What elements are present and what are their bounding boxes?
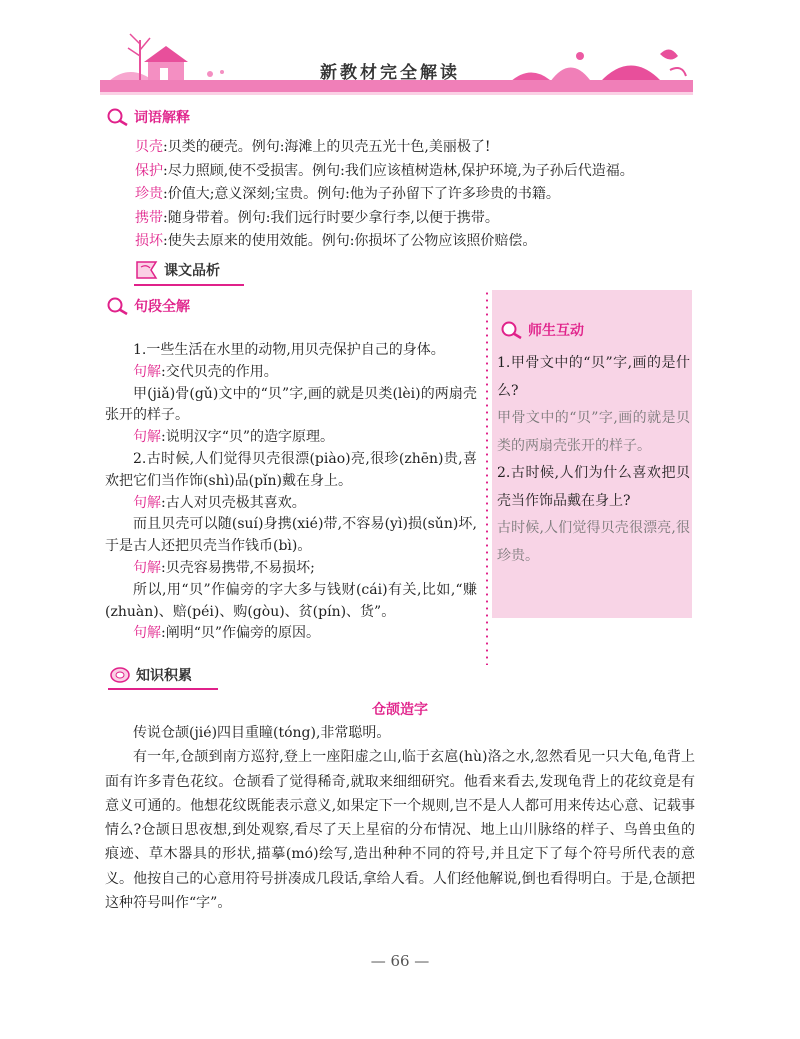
jie-text: :古人对贝壳极其喜欢。: [161, 494, 306, 511]
answer: 古时候,人们觉得贝壳很漂亮,很珍贵。: [497, 520, 690, 564]
term-def: :使失去原来的使用效能。例句:你损坏了公物应该照价赔偿。: [163, 233, 537, 249]
juduan-heading: [106, 296, 190, 316]
term-row: [135, 136, 695, 160]
juduan-heading-text: 句段全解: [134, 299, 190, 315]
paragraph: 2.古时候,人们觉得贝壳很漂(piào)亮,很珍(zhēn)贵,喜欢把它们当作饰(shì)品(pǐn)戴在身上。: [105, 450, 477, 489]
jie-text: :说明汉字“贝”的造字原理。: [161, 429, 335, 446]
story-paragraph: 传说仓颉(jié)四目重瞳(tóng),非常聪明。: [133, 725, 391, 741]
term-row: [135, 183, 695, 207]
magnifier-icon: [106, 296, 130, 316]
paragraph: 而且贝壳可以随(suí)身携(xié)带,不容易(yì)损(sǔn)坏,于是古人还把贝壳当作钱币(bì)。: [105, 516, 477, 555]
magnifier-icon: [500, 320, 524, 340]
kewen-heading-text: 课文品析: [164, 263, 220, 279]
answer: 甲骨文中的“贝”字,画的就是贝类的两扇壳张开的样子。: [497, 410, 690, 454]
zhishi-underline: [108, 688, 218, 690]
zhishi-heading: [108, 664, 192, 686]
kewen-underline: [134, 284, 244, 286]
paragraph: 所以,用“贝”作偏旁的字大多与钱财(cái)有关,比如,“赚(zhuàn)、赔(péi)、购(gòu)、贫(pín)、货”。: [105, 581, 477, 620]
term-row: [135, 230, 695, 254]
page-header: [100, 22, 693, 100]
term-word: 损坏: [135, 233, 163, 249]
term-row: [135, 207, 695, 231]
magnifier-icon: [106, 107, 130, 127]
ciyu-heading-text: 词语解释: [134, 110, 190, 126]
jie-text: :阐明“贝”作偏旁的原因。: [161, 625, 321, 642]
question: 2.古时候,人们为什么喜欢把贝壳当作饰品戴在身上?: [497, 465, 690, 509]
story-body: [105, 721, 695, 915]
jie-label: 句解: [133, 363, 161, 380]
jie-label: 句解: [133, 429, 161, 446]
story-title: 仓颉造字: [372, 702, 428, 718]
jie-line: [105, 427, 477, 449]
dotted-divider: [486, 290, 488, 665]
jie-line: [105, 362, 477, 384]
jie-label: 句解: [133, 559, 161, 576]
jie-text: :贝壳容易携带,不易损坏;: [161, 559, 315, 576]
kewen-heading: [134, 258, 220, 282]
jie-line: [105, 558, 477, 580]
term-list: [135, 136, 695, 254]
ciyu-heading: [106, 107, 190, 127]
shisheng-heading: [500, 320, 584, 340]
shisheng-body: [497, 350, 690, 570]
jie-line: [105, 493, 477, 515]
term-def: :随身带着。例句:我们远行时要少拿行李,以便于携带。: [163, 209, 499, 226]
zhishi-heading-text: 知识积累: [136, 668, 192, 684]
question: 1.甲骨文中的“贝”字,画的是什么?: [497, 355, 690, 399]
page-number: — 66 —: [370, 952, 430, 970]
term-word: 保护: [135, 162, 163, 179]
term-word: 贝壳: [135, 139, 163, 155]
jie-label: 句解: [133, 625, 161, 642]
ring-icon: [108, 664, 134, 686]
header-band-shadow: [100, 92, 693, 95]
term-word: 珍贵: [135, 186, 163, 202]
paragraph: 1.一些生活在水里的动物,用贝壳保护自己的身体。: [133, 342, 445, 358]
juduan-body: [105, 340, 477, 645]
jie-label: 句解: [133, 494, 161, 511]
term-def: :价值大;意义深刻;宝贵。例句:他为子孙留下了许多珍贵的书籍。: [163, 186, 560, 202]
jie-text: :交代贝壳的作用。: [161, 363, 278, 380]
jie-line: [105, 623, 477, 645]
flag-icon: [134, 258, 162, 282]
term-word: 携带: [135, 209, 163, 226]
shisheng-heading-text: 师生互动: [528, 323, 584, 339]
header-title: 新教材完全解读: [320, 63, 460, 83]
story-paragraph: 有一年,仓颉到南方巡狩,登上一座阳虚之山,临于玄扈(hù)洛之水,忽然看见一只大龟,龟背上面有许多青色花纹。仓颉看了觉得稀奇,就取来细细研究。他看来看去,发现龟背上的花纹竟是有意义可通的。他想花纹既能表示意义,如果定下一个规则,岂不是人人都可用来传达心意、记载事情么?仓颉日思夜想,到处观察,看尽了天上星宿的分布情况、地上山川脉络的样子、鸟兽虫鱼的痕迹、草木器具的形状,描摹(mó)绘写,造出种种不同的符号,并且定下了每个符号所代表的意义。他按自己的心意用符号拼凑成几段话,拿给人看。人们经他解说,倒也看得明白。于是,仓颉把这种符号叫作“字”。: [105, 749, 695, 912]
term-def: :贝类的硬壳。例句:海滩上的贝壳五光十色,美丽极了!: [163, 139, 491, 155]
term-row: [135, 160, 695, 184]
term-def: :尽力照顾,使不受损害。例句:我们应该植树造林,保护环境,为子孙后代造福。: [163, 162, 634, 179]
paragraph: 甲(jiǎ)骨(gǔ)文中的“贝”字,画的就是贝类(lèi)的两扇壳张开的样子。: [105, 385, 477, 424]
